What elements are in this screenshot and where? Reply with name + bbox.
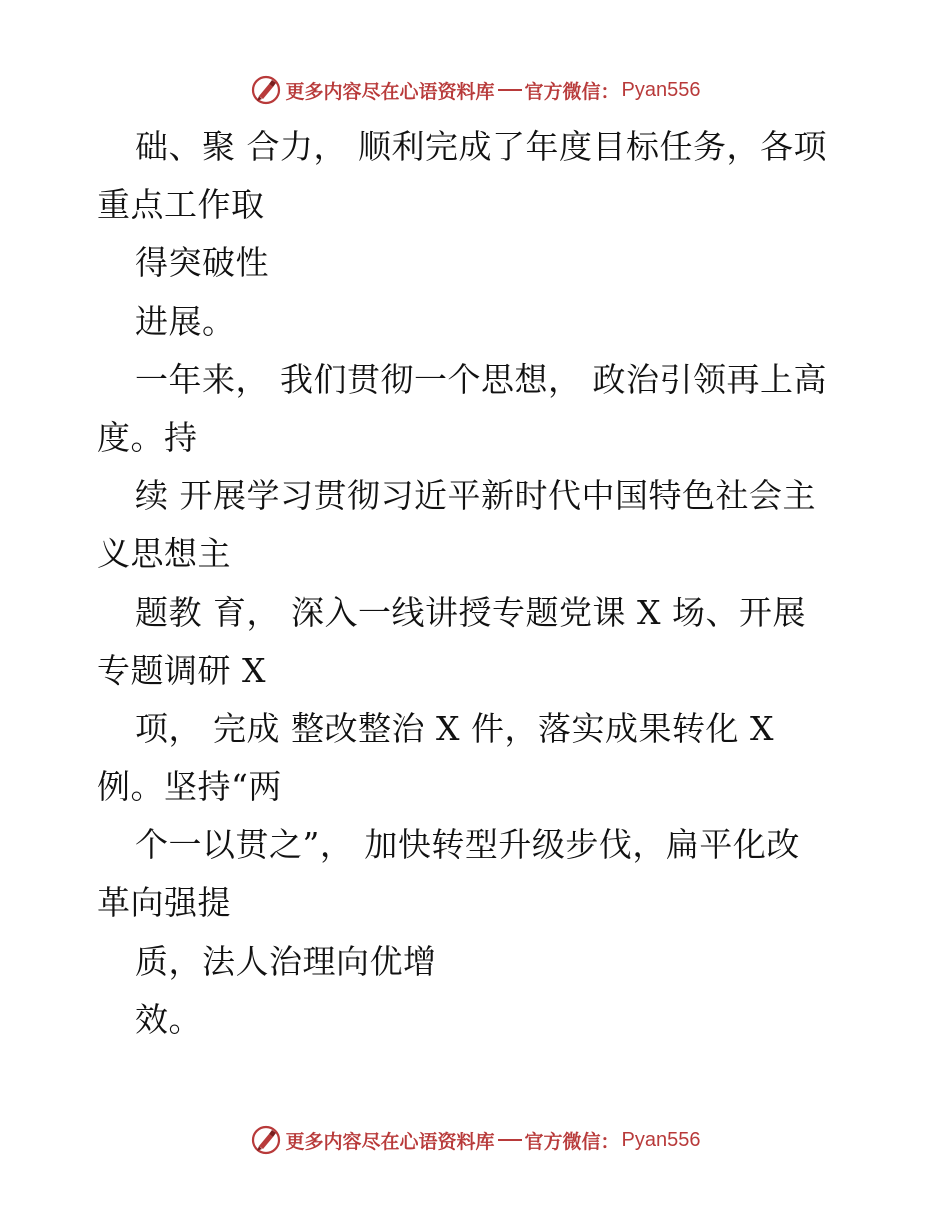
banner-wechat-label: 官方微信： bbox=[524, 80, 620, 103]
text-line: 得突破性 bbox=[135, 243, 269, 283]
pen-logo-icon bbox=[250, 74, 282, 106]
footer-banner bbox=[0, 1120, 950, 1160]
banner-dash bbox=[498, 1139, 522, 1141]
text-line: 质，法人治理向优增 bbox=[135, 941, 437, 981]
banner-title: 更多内容尽在心语资料库 bbox=[285, 1130, 495, 1153]
text-line: 效。 bbox=[135, 999, 202, 1039]
banner-wechat-id: Pyan556 bbox=[621, 1128, 701, 1151]
text-line: 个一以贯之”， 加快转型升级步伐，扁平化改 bbox=[135, 825, 800, 865]
text-line: 革向强提 bbox=[97, 883, 231, 923]
header-banner bbox=[0, 70, 950, 110]
banner-wechat-label: 官方微信： bbox=[524, 1130, 620, 1153]
text-line: 续 开展学习贯彻习近平新时代中国特色社会主 bbox=[135, 476, 816, 516]
text-line: 例。坚持“两 bbox=[97, 767, 282, 807]
text-line: 专题调研 X bbox=[97, 650, 266, 690]
text-line: 度。持 bbox=[97, 417, 198, 457]
text-line: 项， 完成 整改整治 X 件，落实成果转化 X bbox=[135, 708, 774, 748]
banner-dash bbox=[498, 89, 522, 91]
text-line: 题教 育， 深入一线讲授专题党课 X 场、开展 bbox=[135, 592, 806, 632]
banner-wechat-id: Pyan556 bbox=[621, 78, 701, 101]
pen-logo-icon bbox=[250, 1124, 282, 1156]
text-line: 一年来， 我们贯彻一个思想， 政治引领再上高 bbox=[135, 359, 827, 399]
text-line: 义思想主 bbox=[97, 534, 231, 574]
text-line: 础、聚 合力， 顺利完成了年度目标任务，各项 bbox=[135, 127, 827, 166]
banner-title: 更多内容尽在心语资料库 bbox=[285, 80, 495, 103]
document-body bbox=[97, 118, 877, 1049]
text-line: 重点工作取 bbox=[97, 185, 265, 225]
text-line: 进展。 bbox=[135, 301, 236, 341]
